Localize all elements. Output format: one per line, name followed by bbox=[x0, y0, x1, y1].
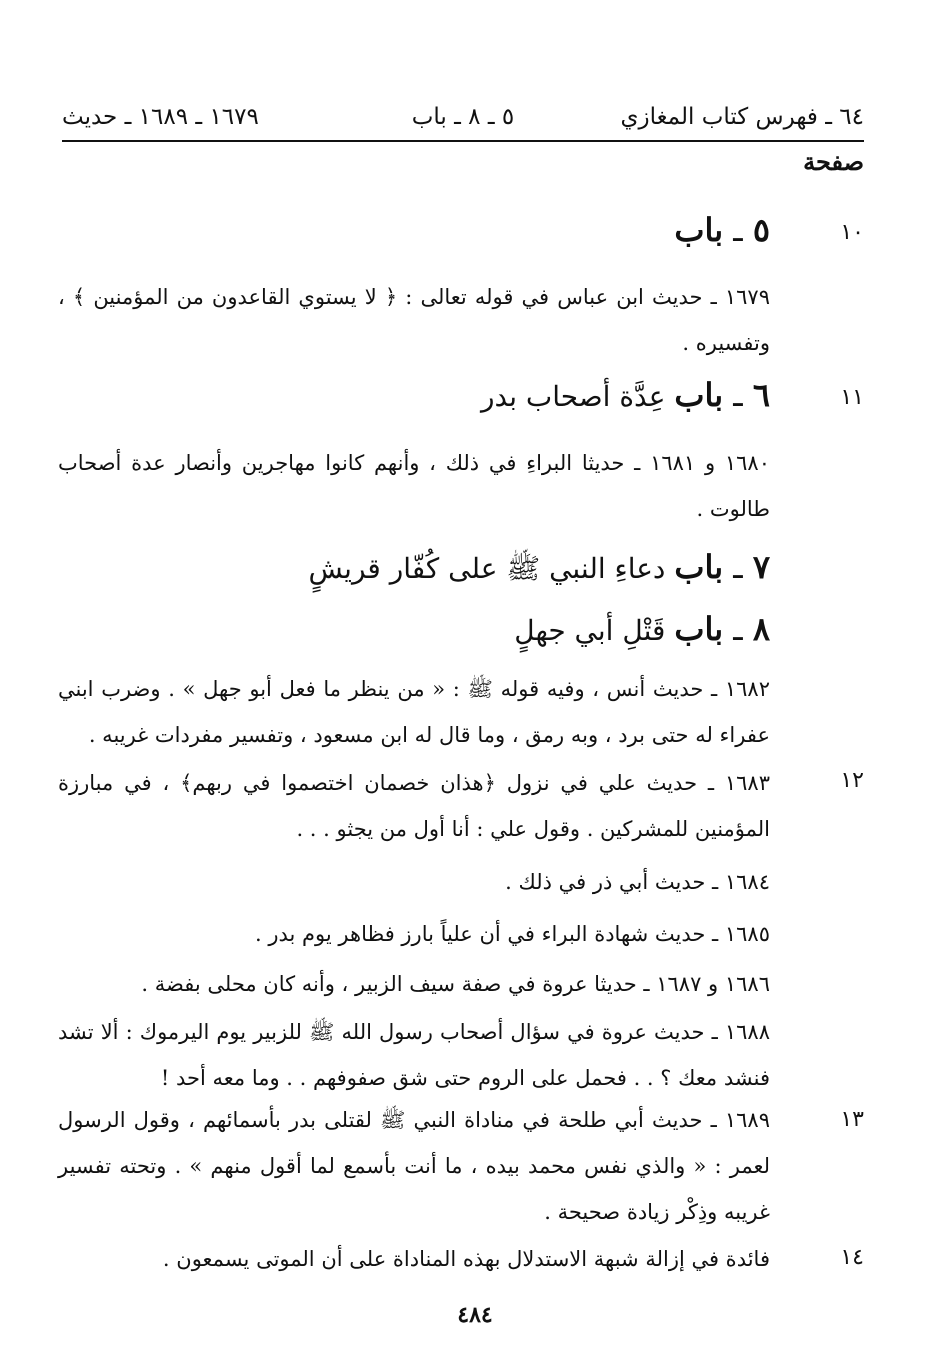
section-page-number: ١٠ bbox=[840, 220, 864, 245]
chapter-title: قَتْلِ أبي جهلٍ bbox=[514, 614, 675, 647]
chapter-bab: باب bbox=[674, 376, 724, 414]
index-entry: ١٦٧٩ ـ حديث ابن عباس في قوله تعالى : ﴿ لا يستوي القاعدون من المؤمنين ﴾ ، وتفسيره . bbox=[58, 285, 770, 355]
chapter-separator: ـ bbox=[723, 211, 753, 249]
chapter-bab: باب bbox=[674, 610, 724, 648]
index-entry: ١٦٨٨ ـ حديث عروة في سؤال أصحاب رسول الله ﷺ للزبير يوم اليرموك : ألا تشد فنشد معك ؟ . . فحمل على الروم حتى شق صفوفهم . . وما معه أحد ! bbox=[58, 1020, 770, 1090]
chapter-number: ٧ bbox=[752, 548, 770, 586]
index-entry: ١٦٨٤ ـ حديث أبي ذر في ذلك . bbox=[505, 870, 770, 894]
header-book-title: ٦٤ ـ فهرس كتاب المغازي bbox=[620, 104, 864, 130]
chapter-title: دعاءِ النبي ﷺ على كُفّار قريشٍ bbox=[308, 552, 675, 585]
chapter-heading bbox=[674, 211, 770, 249]
chapter-separator: ـ bbox=[723, 548, 753, 586]
running-header bbox=[62, 104, 864, 142]
entry-page-number: ١٤ bbox=[840, 1245, 864, 1270]
chapter-heading bbox=[481, 376, 770, 414]
chapter-separator: ـ bbox=[723, 610, 753, 648]
chapter-bab: باب bbox=[674, 548, 724, 586]
index-entry: ١٦٨٠ و ١٦٨١ ـ حديثا البراءِ في ذلك ، وأنهم كانوا مهاجرين وأنصار عدة أصحاب طالوت . bbox=[58, 451, 770, 521]
chapter-number: ٨ bbox=[752, 610, 770, 648]
chapter-title: عِدَّة أصحاب بدر bbox=[481, 380, 675, 413]
chapter-number: ٦ bbox=[752, 376, 770, 414]
chapter-separator: ـ bbox=[723, 376, 753, 414]
page-number: ٤٨٤ bbox=[457, 1302, 493, 1328]
header-hadith-range: ١٦٧٩ ـ ١٦٨٩ ـ حديث bbox=[62, 104, 259, 130]
chapter-number: ٥ bbox=[752, 211, 770, 249]
chapter-heading bbox=[514, 610, 770, 648]
index-entry: فائدة في إزالة شبهة الاستدلال بهذه المناداة على أن الموتى يسمعون . bbox=[162, 1247, 770, 1271]
index-entry: ١٦٨٦ و ١٦٨٧ ـ حديثا عروة في صفة سيف الزبير ، وأنه كان محلى بفضة . bbox=[141, 972, 770, 996]
index-entry: ١٦٨٩ ـ حديث أبي طلحة في مناداة النبي ﷺ لقتلى بدر بأسمائهم ، وقول الرسول لعمر : « والذي نفس محمد بيده ، ما أنت بأسمع لما أقول منهم » . وتحته تفسير غريبه وذِكْر زيادة صحيحة . bbox=[58, 1108, 770, 1224]
header-chapter-range: ٥ ـ ٨ ـ باب bbox=[411, 104, 515, 130]
index-entry: ١٦٨٥ ـ حديث شهادة البراء في أن علياً بارز فظاهر يوم بدر . bbox=[255, 922, 770, 946]
index-entry: ١٦٨٢ ـ حديث أنس ، وفيه قوله ﷺ : « من ينظر ما فعل أبو جهل » . وضرب ابني عفراء له حتى برد ، وبه رمق ، وما قال له ابن مسعود ، وتفسير مفردات غريبه . bbox=[58, 677, 770, 747]
chapter-heading bbox=[308, 548, 770, 592]
section-page-number: ١١ bbox=[840, 385, 864, 410]
chapter-bab: باب bbox=[674, 211, 724, 249]
page-column-label: صفحة bbox=[803, 147, 864, 176]
entry-page-number: ١٢ bbox=[840, 768, 864, 793]
index-entry: ١٦٨٣ ـ حديث علي في نزول ﴿هذان خصمان اختصموا في ربهم﴾ ، في مبارزة المؤمنين للمشركين . وقول علي : أنا أول من يجثو . . . bbox=[58, 771, 770, 841]
entry-page-number: ١٣ bbox=[840, 1107, 864, 1132]
